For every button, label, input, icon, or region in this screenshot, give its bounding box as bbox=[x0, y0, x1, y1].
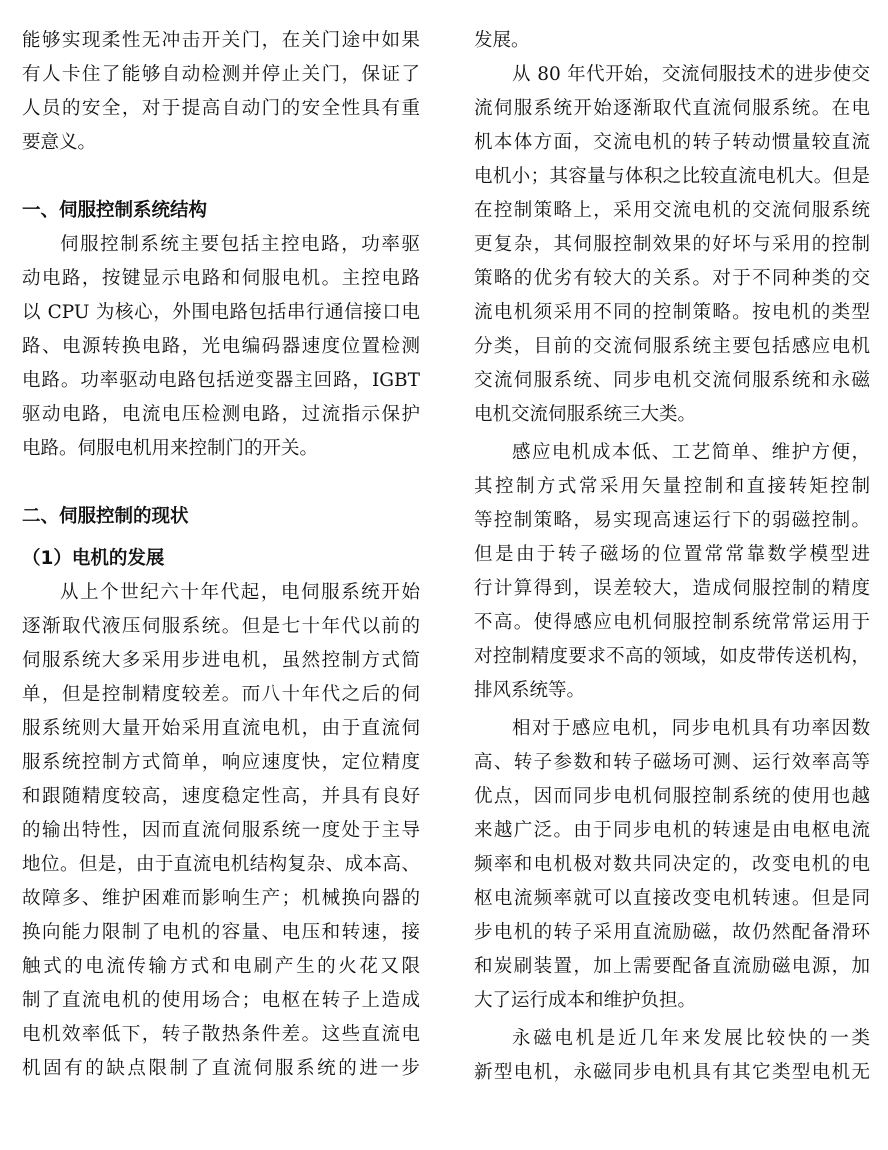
subsection-heading-motor: （1）电机的发展 bbox=[22, 548, 165, 569]
text-line: 以 CPU 为核心，外围电路包括串行通信接口电 bbox=[22, 302, 420, 323]
text-line: 和跟随精度较高，速度稳定性高，并具有良好 bbox=[22, 786, 420, 807]
text-line: 单，但是控制精度较差。而八十年代之后的伺 bbox=[22, 684, 420, 705]
text-line: 和炭刷装置，加上需要配备直流励磁电源，加 bbox=[474, 956, 870, 977]
text-line: 频率和电机极对数共同决定的，改变电机的电 bbox=[474, 854, 870, 875]
text-line: 驱动电路，电流电压检测电路，过流指示保护 bbox=[22, 404, 420, 425]
paragraph-synchronous-motor bbox=[474, 712, 870, 1018]
paragraph-permanent-magnet bbox=[474, 1022, 870, 1090]
text-line: 交流伺服系统、同步电机交流伺服系统和永磁 bbox=[474, 370, 870, 391]
text-line: 枢电流频率就可以直接改变电机转速。但是同 bbox=[474, 888, 870, 909]
section-heading-structure: 一、伺服控制系统结构 bbox=[22, 200, 208, 221]
text-line: 但是由于转子磁场的位置常常靠数学模型进 bbox=[474, 544, 870, 565]
text-line: 电机交流伺服系统三大类。 bbox=[474, 404, 697, 425]
text-line: 伺服控制系统主要包括主控电路，功率驱 bbox=[60, 234, 420, 255]
intro-paragraph bbox=[22, 24, 420, 160]
text-line: 更复杂，其伺服控制效果的好坏与采用的控制 bbox=[474, 234, 870, 255]
paragraph-ac-servo bbox=[474, 58, 870, 432]
text-line: 的输出特性，因而直流伺服系统一度处于主导 bbox=[22, 820, 420, 841]
text-line: 故障多、维护困难而影响生产；机械换向器的 bbox=[22, 888, 420, 909]
section-heading-status: 二、伺服控制的现状 bbox=[22, 506, 189, 527]
text-line: 分类，目前的交流伺服系统主要包括感应电机 bbox=[474, 336, 870, 357]
text-line: 服系统控制方式简单，响应速度快，定位精度 bbox=[22, 752, 420, 773]
text-line: 逐渐取代液压伺服系统。但是七十年代以前的 bbox=[22, 616, 420, 637]
text-line: 服系统则大量开始采用直流电机，由于直流伺 bbox=[22, 718, 420, 739]
text-line: 从上个世纪六十年代起，电伺服系统开始 bbox=[60, 582, 420, 603]
text-line: 不高。使得感应电机伺服控制系统常常运用于 bbox=[474, 612, 870, 633]
left-column bbox=[22, 0, 420, 1086]
text-line: 机本体方面，交流电机的转子转动惯量较直流 bbox=[474, 132, 870, 153]
text-line: 地位。但是，由于直流电机结构复杂、成本高、 bbox=[22, 854, 420, 875]
text-line: 新型电机，永磁同步电机具有其它类型电机无 bbox=[474, 1062, 870, 1083]
text-line: 路、电源转换电路，光电编码器速度位置检测 bbox=[22, 336, 420, 357]
text-line: 相对于感应电机，同步电机具有功率因数 bbox=[512, 718, 870, 739]
text-line: 触式的电流传输方式和电刷产生的火花又限 bbox=[22, 956, 420, 977]
text-line: 永磁电机是近几年来发展比较快的一类 bbox=[512, 1028, 870, 1049]
text-line: 电机小；其容量与体积之比较直流电机大。但是 bbox=[474, 166, 870, 187]
text-line: 伺服系统大多采用步进电机，虽然控制方式简 bbox=[22, 650, 420, 671]
text-line: 策略的优劣有较大的关系。对于不同种类的交 bbox=[474, 268, 870, 289]
text-line: 换向能力限制了电机的容量、电压和转速，接 bbox=[22, 922, 420, 943]
motor-development-paragraph bbox=[22, 576, 420, 1086]
right-column bbox=[474, 0, 870, 1090]
text-line: 电路。伺服电机用来控制门的开关。 bbox=[22, 438, 319, 459]
text-line: 机固有的缺点限制了直流伺服系统的进一步 bbox=[22, 1058, 420, 1079]
text-line: 行计算得到，误差较大，造成伺服控制的精度 bbox=[474, 578, 870, 599]
text-line: 步电机的转子采用直流励磁，故仍然配备滑环 bbox=[474, 922, 870, 943]
text-line: 流电机须采用不同的控制策略。按电机的类型 bbox=[474, 302, 870, 323]
text-line: 大了运行成本和维护负担。 bbox=[474, 990, 697, 1011]
text-line: 其控制方式常采用矢量控制和直接转矩控制 bbox=[474, 476, 870, 497]
text-line: 优点，因而同步电机伺服控制系统的使用也越 bbox=[474, 786, 870, 807]
text-line: 电机效率低下，转子散热条件差。这些直流电 bbox=[22, 1024, 420, 1045]
text-line: 高、转子参数和转子磁场可测、运行效率高等 bbox=[474, 752, 870, 773]
structure-paragraph bbox=[22, 228, 420, 466]
text-line: 等控制策略，易实现高速运行下的弱磁控制。 bbox=[474, 510, 870, 531]
text-line: 制了直流电机的使用场合；电枢在转子上造成 bbox=[22, 990, 420, 1011]
text-line: 感应电机成本低、工艺简单、维护方便， bbox=[512, 442, 870, 463]
text-line: 来越广泛。由于同步电机的转速是由电枢电流 bbox=[474, 820, 870, 841]
text-line: 能够实现柔性无冲击开关门，在关门途中如果 bbox=[22, 30, 420, 51]
text-line: 流伺服系统开始逐渐取代直流伺服系统。在电 bbox=[474, 98, 870, 119]
text-line: 人员的安全，对于提高自动门的安全性具有重 bbox=[22, 98, 420, 119]
text-line: 动电路，按键显示电路和伺服电机。主控电路 bbox=[22, 268, 420, 289]
text-line: 对控制精度要求不高的领域，如皮带传送机构， bbox=[474, 646, 870, 667]
text-line: 有人卡住了能够自动检测并停止关门，保证了 bbox=[22, 64, 420, 85]
paragraph-development-end bbox=[474, 24, 870, 58]
text-line: 发展。 bbox=[474, 30, 530, 51]
text-line: 电路。功率驱动电路包括逆变器主回路，IGBT bbox=[22, 370, 420, 391]
text-line: 要意义。 bbox=[22, 132, 97, 153]
paragraph-induction-motor bbox=[474, 436, 870, 708]
text-line: 在控制策略上，采用交流电机的交流伺服系统 bbox=[474, 200, 870, 221]
text-line: 排风系统等。 bbox=[474, 680, 586, 701]
text-line: 从 80 年代开始，交流伺服技术的进步使交 bbox=[512, 64, 870, 85]
